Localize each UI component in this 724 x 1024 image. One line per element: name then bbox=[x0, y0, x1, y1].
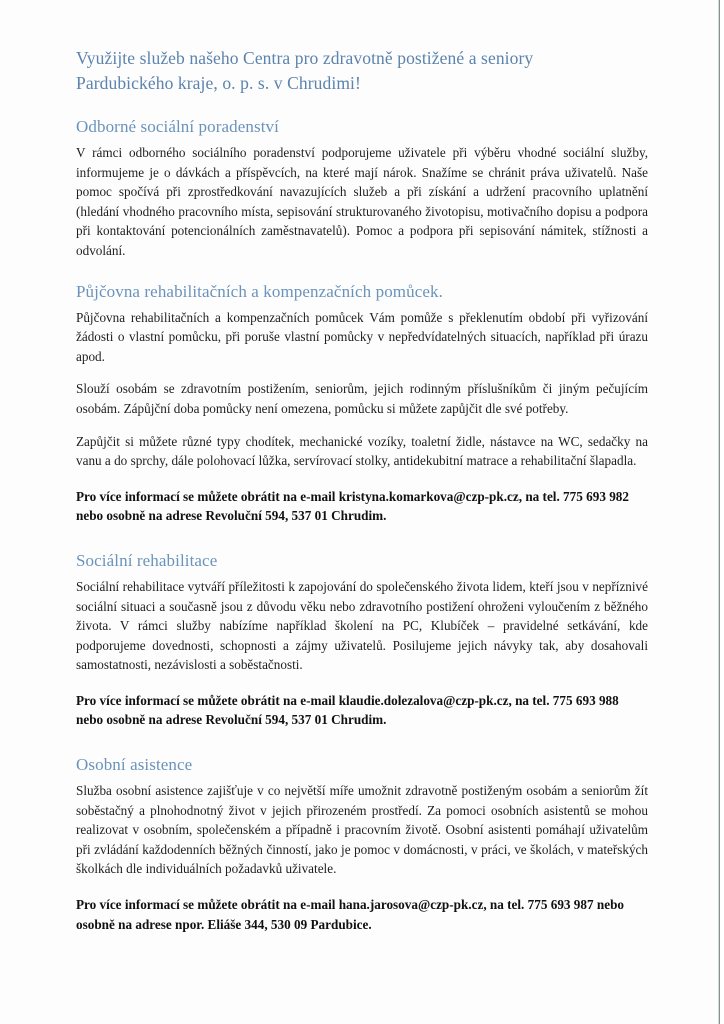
section-heading: Odborné sociální poradenství bbox=[76, 117, 279, 136]
paragraph: Služba osobní asistence zajišťuje v co největší míře umožnit zdravotně postiženým osobám a seniorům žít soběstačný a plnohodnotný život v jejich přirozeném prostředí. Za pomoci osobních asistentů se mohou realizovat v osobním, společenském a případně i pracovním životě. Osobní asistenti pomáhají uživatelům při zvládání každodenních běžných činností, jako je pomoc v domácnosti, v práci, ve školách, v mateřských školkách dle individuálních požadavků uživatele. bbox=[76, 783, 648, 877]
contact-info: Pro více informací se můžete obrátit na e-mail hana.jarosova@czp-pk.cz, na tel. 775 693 987 nebo osobně na adrese npor. Eliáše 344, 530 09 Pardubice. bbox=[76, 897, 624, 932]
page-title-line-1: Využijte služeb našeho Centra pro zdravotně postižené a seniory bbox=[76, 48, 534, 68]
section-osobni-asistence bbox=[76, 754, 648, 934]
section-heading: Půjčovna rehabilitačních a kompenzačních pomůcek. bbox=[76, 281, 443, 301]
contact-info: Pro více informací se můžete obrátit na e-mail klaudie.dolezalova@czp-pk.cz, na tel. 775 693 988 nebo osobně na adrese Revoluční 594, 537 01 Chrudim. bbox=[76, 692, 619, 728]
paragraph: V rámci odborného sociálního poradenství podporujeme uživatele při výběru vhodné sociální služby, informujeme je o dávkách a příspěvcích, na které mají nárok. Snažíme se chránit práva uživatelů. Naše pomoc spočívá při zprostředkování navazujících služeb a při získání a udržení pracovního uplatnění (hledání vhodného pracovního místa, sepisování strukturovaného životopisu, motivačního dopisu a podpora při kontaktování potencionálních zaměstnavatelů). Pomoc a podpora při sepisování námitek, stížnosti a odvolání. bbox=[76, 145, 648, 258]
section-odborne-socialni-poradenstvi bbox=[76, 116, 648, 261]
page-right-margin bbox=[720, 0, 724, 1024]
paragraph: Zapůjčit si můžete různé typy chodítek, mechanické vozíky, toaletní židle, nástavce na WC, sedačky na vanu a do sprchy, dále polohovací lůžka, servírovací stolky, antidekubitní matrace a rehabilitační šlapadla. bbox=[76, 433, 648, 469]
page-title-line-2: Pardubického kraje, o. p. s. v Chrudimi! bbox=[76, 73, 361, 93]
section-pujcovna-pomucek bbox=[76, 281, 648, 526]
section-heading: Sociální rehabilitace bbox=[76, 550, 218, 570]
document-content bbox=[76, 46, 648, 954]
paragraph: Půjčovna rehabilitačních a kompenzačních pomůcek Vám pomůže s překlenutím období při vyřizování žádosti o vlastní pomůcku, při poruše vlastní pomůcky v nepředvídatelných situacích, například při úrazu apod. bbox=[76, 309, 648, 364]
section-socialni-rehabilitace bbox=[76, 550, 648, 730]
paragraph: Slouží osobám se zdravotním postižením, seniorům, jejich rodinným příslušníkům či jiným pečujícím osobám. Zápůjční doba pomůcky není omezena, pomůcku si můžete zapůjčit dle své potřeby. bbox=[76, 381, 648, 416]
section-heading: Osobní asistence bbox=[76, 755, 193, 775]
paragraph: Sociální rehabilitace vytváří příležitosti k zapojování do společenského života lidem, kteří jsou v nepříznivé sociální situaci a současně jsou z důvodu věku nebo zdravotního postižení ohroženi vyloučením z běžného života. V rámci služby nabízíme například školení na PC, Klubíček – pravidelné setkávání, kde podporujeme dovednosti, schopnosti a zájmy uživatelů. Posilujeme jejich návyky tak, aby dosahovali samostatnosti, nezávislosti a soběstačnosti. bbox=[76, 578, 648, 673]
contact-info: Pro více informací se můžete obrátit na e-mail kristyna.komarkova@czp-pk.cz, na tel. 775 693 982 nebo osobně na adrese Revoluční 594, 537 01 Chrudim. bbox=[76, 488, 629, 524]
page-title bbox=[76, 46, 648, 96]
